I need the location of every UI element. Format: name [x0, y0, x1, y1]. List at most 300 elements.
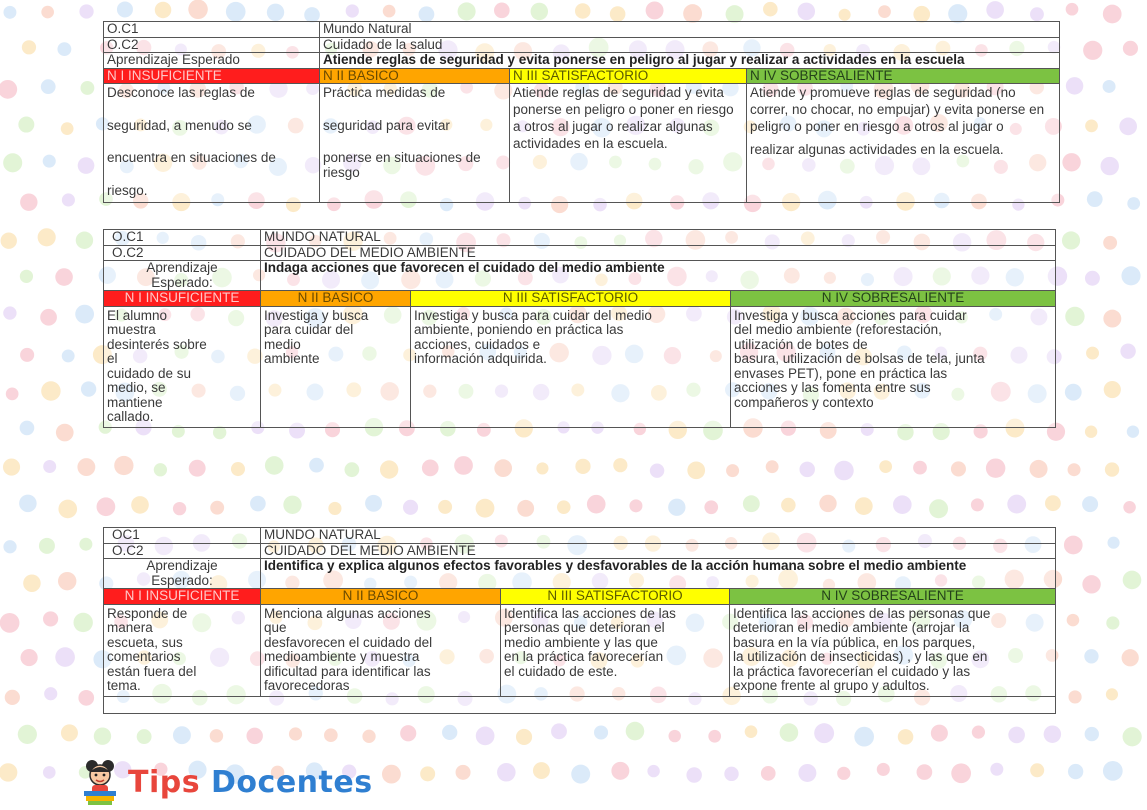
oc1-label: OC1	[104, 528, 261, 544]
polka-dot	[1103, 5, 1122, 24]
polka-dot	[1062, 231, 1080, 249]
polka-dot	[1065, 384, 1082, 401]
polka-dot	[210, 729, 223, 742]
rubric-table-salud	[103, 21, 1060, 203]
polka-dot	[898, 729, 914, 745]
polka-dot	[536, 462, 548, 474]
polka-dot	[117, 1, 133, 17]
polka-dot	[1085, 271, 1100, 286]
polka-dot	[1106, 616, 1119, 629]
polka-dot	[38, 228, 56, 246]
polka-dot	[20, 270, 33, 283]
polka-dot	[879, 460, 892, 473]
text-line: medio ambiente y las que	[504, 634, 658, 650]
polka-dot	[18, 725, 37, 744]
aprendizaje-value: Identifica y explica algunos efectos favorables y desfavorables de la acción humana sobre el medio ambiente	[261, 559, 1056, 589]
text-line: Práctica medidas de	[323, 85, 446, 100]
level-insuficiente: N I INSUFICIENTE	[104, 589, 261, 605]
text-line: comentarios	[107, 649, 181, 664]
polka-dot	[1085, 426, 1097, 438]
text-line: riesgo.	[107, 182, 148, 198]
text-line: favorecedoras	[264, 678, 350, 693]
text-line: basura en la vía pública, en los parques,	[733, 634, 976, 650]
tips-docentes-logo	[78, 758, 373, 806]
polka-dot	[81, 381, 96, 396]
polka-dot	[476, 499, 495, 518]
polka-dot	[18, 117, 34, 133]
polka-dot	[62, 349, 75, 362]
oc2-value: Cuidado de la salud	[320, 37, 1060, 53]
polka-dot	[1123, 571, 1142, 590]
polka-dot	[44, 687, 57, 700]
polka-dot	[613, 458, 627, 472]
text-line: Investiga y busca acciones para cuidar	[734, 307, 967, 323]
polka-dot	[97, 497, 116, 516]
oc1-value: MUNDO NATURAL	[261, 230, 1056, 246]
polka-dot	[43, 611, 58, 626]
polka-dot	[3, 459, 20, 476]
polka-dot	[213, 426, 226, 439]
rubric-table-medio-ambiente-indaga	[103, 229, 1056, 428]
text-line: tema.	[107, 678, 141, 693]
text-line: medioambiente y muestra	[264, 649, 420, 664]
polka-dot	[819, 495, 836, 512]
polka-dot	[456, 765, 471, 780]
polka-dot	[56, 424, 74, 442]
polka-dot	[533, 762, 550, 779]
polka-dot	[799, 462, 814, 477]
polka-dot	[3, 153, 22, 172]
text-line: manera	[107, 620, 153, 635]
polka-dot	[669, 730, 681, 742]
polka-dot	[1082, 575, 1100, 593]
polka-dot	[1120, 343, 1135, 358]
polka-dot	[289, 727, 302, 740]
oc2-value: CUIDADO DEL MEDIO AMBIENTE	[261, 543, 1056, 559]
descriptor-insuficiente	[104, 604, 261, 696]
text-line: compañeros y contexto	[734, 394, 874, 410]
polka-dot	[763, 2, 778, 17]
level-basico: N II BASICO	[261, 589, 501, 605]
polka-dot	[265, 456, 284, 475]
polka-dot	[77, 458, 95, 476]
polka-dot	[55, 647, 75, 667]
polka-dot	[1007, 495, 1026, 514]
text-line: Menciona algunas acciones	[264, 605, 431, 621]
polka-dot	[383, 5, 396, 18]
polka-dot	[575, 459, 590, 474]
aprendizaje-label: Aprendizaje Esperado:	[104, 261, 261, 291]
polka-dot	[1104, 381, 1121, 398]
polka-dot	[686, 767, 701, 782]
polka-dot	[80, 81, 94, 95]
polka-dot	[79, 538, 92, 551]
polka-dot	[1123, 727, 1142, 746]
polka-dot	[1100, 157, 1118, 175]
polka-dot	[1105, 462, 1119, 476]
oc2-label: O.C2	[104, 37, 320, 53]
polka-dot	[1107, 537, 1119, 549]
level-sobresaliente: N IV SOBRESALIENTE	[730, 589, 1056, 605]
text-line: peligro o poner en riesgo a otros al jugar o	[750, 119, 1004, 134]
polka-dot	[834, 461, 854, 481]
text-line: Identifica las acciones de las personas que	[733, 605, 991, 621]
polka-dot	[20, 194, 37, 211]
polka-dot	[189, 460, 206, 477]
descriptor-satisfactorio	[501, 604, 730, 696]
polka-dot	[1044, 725, 1061, 742]
polka-dot	[1123, 501, 1136, 514]
text-line: del medio ambiente (reforestación,	[734, 322, 942, 337]
polka-dot	[708, 730, 721, 743]
text-line: la utilización de insecticidas) , y las que en	[733, 649, 988, 664]
polka-dot	[20, 421, 35, 436]
oc2-label: O.C2	[104, 543, 261, 559]
level-satisfactorio: N III SATISFACTORIO	[510, 68, 747, 84]
polka-dot	[3, 306, 16, 319]
level-satisfactorio: N III SATISFACTORIO	[411, 291, 731, 307]
polka-dot	[22, 40, 36, 54]
polka-dot	[951, 763, 971, 783]
text-line: medio	[264, 336, 301, 352]
polka-dot	[646, 1, 664, 19]
polka-dot	[250, 496, 266, 512]
polka-dot	[1068, 690, 1081, 703]
polka-dot	[3, 540, 16, 553]
level-insuficiente: N I INSUFICIENTE	[104, 291, 261, 307]
polka-dot	[1067, 614, 1080, 627]
polka-dot	[1085, 119, 1098, 132]
polka-dot	[571, 765, 590, 784]
polka-dot	[1030, 763, 1044, 777]
text-line: El alumno	[107, 307, 168, 323]
text-line: desfavorecen el cuidado del	[264, 634, 433, 650]
text-line: dificultad para identificar las	[264, 663, 431, 679]
polka-dot	[0, 613, 19, 633]
text-line: ponerse en peligro o poner en riesgo	[513, 102, 734, 117]
polka-dot	[210, 501, 224, 515]
polka-dot	[1103, 236, 1117, 250]
text-line: envases PET), pone en práctica las	[734, 365, 948, 381]
polka-dot	[780, 723, 799, 742]
polka-dot	[704, 500, 718, 514]
polka-dot	[41, 6, 54, 19]
polka-dot	[3, 6, 16, 19]
polka-dot	[724, 767, 738, 781]
polka-dot	[41, 79, 56, 94]
polka-dot	[814, 723, 834, 743]
polka-dot	[743, 495, 760, 512]
polka-dot	[668, 499, 685, 516]
text-line: escueta, sus	[107, 634, 183, 650]
polka-dot	[365, 495, 382, 512]
empty-row	[104, 696, 1056, 713]
level-basico: N II BASICO	[261, 291, 411, 307]
level-satisfactorio: N III SATISFACTORIO	[501, 589, 730, 605]
polka-dot	[324, 728, 338, 742]
polka-dot	[419, 6, 435, 22]
text-line: Responde de	[107, 605, 188, 621]
polka-dot	[246, 728, 262, 744]
polka-dot	[39, 538, 55, 554]
text-line: para cuidar del	[264, 322, 354, 337]
text-line: ambiente, poniendo en práctica las	[414, 322, 624, 337]
polka-dot	[626, 722, 645, 741]
level-sobresaliente: N IV SOBRESALIENTE	[731, 291, 1056, 307]
polka-dot	[931, 725, 948, 742]
polka-dot	[766, 460, 779, 473]
polka-dot	[1085, 727, 1099, 741]
polka-dot	[990, 763, 1003, 776]
oc1-label: O.C1	[104, 22, 320, 38]
polka-dot	[726, 464, 739, 477]
polka-dot	[23, 574, 41, 592]
polka-dot	[1066, 3, 1079, 16]
polka-dot	[557, 500, 571, 514]
polka-dot	[0, 80, 17, 99]
level-basico: N II BASICO	[320, 68, 510, 84]
text-line: cuidado de su	[107, 365, 192, 381]
polka-dot	[1030, 7, 1044, 21]
descriptor-basico	[320, 84, 510, 203]
text-line: seguridad para evitar	[323, 117, 450, 133]
text-line: deterioran el medio ambiente (arrojar la	[733, 620, 970, 635]
polka-dot	[611, 762, 629, 780]
text-line: muestra	[107, 322, 156, 337]
polka-dot	[1068, 764, 1083, 779]
polka-dot	[1087, 191, 1103, 207]
polka-dot	[531, 3, 548, 20]
text-line: acciones y las fomenta entre sus	[734, 380, 931, 395]
polka-dot	[781, 498, 796, 513]
polka-dot	[267, 4, 284, 21]
polka-dot	[494, 3, 510, 19]
polka-dot	[1119, 118, 1137, 136]
oc1-value: MUNDO NATURAL	[261, 528, 1056, 544]
polka-dot	[155, 2, 171, 18]
polka-dot	[61, 724, 78, 741]
polka-dot	[1086, 347, 1099, 360]
polka-dot	[1103, 310, 1121, 328]
polka-dot	[494, 459, 512, 477]
oc2-value: CUIDADO DEL MEDIO AMBIENTE	[261, 245, 1056, 261]
polka-dot	[79, 4, 93, 18]
descriptor-insuficiente	[104, 306, 261, 427]
polka-dot	[76, 232, 93, 249]
polka-dot	[328, 502, 341, 515]
text-line: Atiende reglas de seguridad y evita	[513, 85, 724, 100]
polka-dot	[78, 690, 94, 706]
polka-dot	[1064, 536, 1083, 555]
rubric-table-medio-ambiente-identifica	[103, 527, 1056, 714]
polka-dot	[40, 309, 57, 326]
polka-dot	[650, 463, 664, 477]
brand-word-tips: Tips	[128, 764, 201, 800]
text-line: basura, utilización de bolsas de tela, junta	[734, 351, 985, 366]
text-line: expone frente al grupo y adultos.	[733, 678, 930, 693]
polka-dot	[929, 499, 948, 518]
polka-dot	[422, 460, 439, 477]
polka-dot	[917, 764, 933, 780]
text-line: la práctica favorecerían el cuidado y las	[733, 663, 971, 679]
polka-dot	[647, 765, 659, 777]
text-line: correr, no chocar, no empujar) y evita ponerse en	[750, 102, 1045, 117]
polka-dot	[173, 502, 186, 515]
polka-dot	[986, 1, 1004, 19]
aprendizaje-label: Aprendizaje Esperado	[104, 53, 320, 69]
level-sobresaliente: N IV SOBRESALIENTE	[747, 68, 1060, 84]
aprendizaje-label: Aprendizaje Esperado:	[104, 559, 261, 589]
text-line: realizar algunas actividades en la escuela.	[750, 142, 1004, 157]
polka-dot	[1065, 307, 1084, 326]
polka-dot	[971, 498, 984, 511]
polka-dot	[837, 767, 850, 780]
text-line: seguridad, a menudo se	[107, 117, 252, 133]
polka-dot	[687, 461, 705, 479]
polka-dot	[1106, 688, 1118, 700]
polka-dot	[594, 725, 608, 739]
girl-with-books-icon	[78, 758, 122, 806]
polka-dot	[55, 268, 73, 286]
descriptor-insuficiente	[104, 84, 320, 203]
text-line: están fuera del	[107, 663, 197, 679]
descriptor-satisfactorio	[411, 306, 731, 427]
text-line: actividades en la escuela.	[513, 136, 668, 151]
polka-dot	[346, 4, 359, 17]
text-line: desinterés sobre	[107, 336, 207, 352]
text-line: información adquirida.	[414, 351, 547, 366]
polka-dot	[761, 766, 776, 781]
text-line: ambiente	[264, 351, 320, 366]
oc1-label: O.C1	[104, 230, 261, 246]
polka-dot	[0, 763, 17, 781]
polka-dot	[43, 460, 56, 473]
text-line: Identifica las acciones de las	[504, 605, 676, 621]
polka-dot	[58, 500, 77, 519]
text-line: encuentra en situaciones de	[107, 150, 276, 165]
polka-dot	[5, 690, 20, 705]
polka-dot	[1122, 649, 1139, 666]
text-line: el	[107, 351, 118, 366]
polka-dot	[1045, 495, 1061, 511]
text-line: el cuidado de este.	[504, 663, 618, 679]
polka-dot	[41, 381, 60, 400]
polka-dot	[442, 725, 457, 740]
polka-dot	[75, 305, 94, 324]
polka-dot	[986, 458, 1005, 477]
polka-dot	[231, 462, 245, 476]
polka-dot	[1084, 649, 1098, 663]
aprendizaje-value: Indaga acciones que favorecen el cuidado del medio ambiente	[261, 261, 1056, 291]
polka-dot	[94, 728, 111, 745]
polka-dot	[855, 497, 873, 515]
polka-dot	[798, 764, 816, 782]
polka-dot	[1066, 77, 1083, 94]
polka-dot	[19, 495, 37, 513]
text-line: Atiende y promueve reglas de seguridad (no	[750, 85, 1016, 100]
polka-dot	[344, 462, 359, 477]
polka-dot	[78, 157, 95, 174]
polka-dot	[362, 730, 375, 743]
polka-dot	[951, 461, 966, 476]
polka-dot	[877, 763, 890, 776]
polka-dot	[575, 3, 591, 19]
polka-dot	[893, 495, 912, 514]
polka-dot	[798, 3, 815, 20]
polka-dot	[972, 726, 985, 739]
text-line: callado.	[107, 409, 154, 424]
polka-dot	[380, 460, 398, 478]
polka-dot	[629, 499, 642, 512]
polka-dot	[154, 463, 167, 476]
polka-dot	[173, 726, 191, 744]
polka-dot	[6, 387, 19, 400]
polka-dot	[476, 726, 495, 745]
level-insuficiente: N I INSUFICIENTE	[104, 68, 320, 84]
polka-dot	[61, 122, 74, 135]
polka-dot	[1, 233, 17, 249]
brand-word-docentes: Docentes	[211, 764, 373, 800]
polka-dot	[1103, 80, 1116, 93]
aprendizaje-value: Atiende reglas de seguridad y evita ponerse en peligro al jugar y realizar a actividades en la escuela	[320, 53, 1060, 69]
polka-dot	[1083, 41, 1102, 60]
polka-dot	[114, 456, 133, 475]
polka-dot	[131, 496, 149, 514]
polka-dot	[516, 729, 532, 745]
oc1-value: Mundo Natural	[320, 22, 1060, 38]
text-line: Investiga y busca	[264, 307, 369, 323]
polka-dot	[878, 5, 891, 18]
descriptor-basico	[261, 604, 501, 696]
descriptor-basico	[261, 306, 411, 427]
polka-dot	[21, 649, 38, 666]
polka-dot	[839, 9, 851, 21]
oc2-label: O.C2	[104, 245, 261, 261]
text-line: medio, se	[107, 380, 166, 395]
polka-dot	[283, 496, 301, 514]
polka-dot	[1030, 460, 1048, 478]
polka-dot	[497, 763, 516, 782]
polka-dot	[58, 572, 76, 590]
polka-dot	[1123, 41, 1138, 56]
descriptor-sobresaliente	[731, 306, 1056, 427]
text-line: en la práctica favorecerían	[504, 649, 664, 664]
descriptor-sobresaliente	[747, 84, 1060, 203]
polka-dot	[62, 193, 75, 206]
polka-dot	[1062, 153, 1080, 171]
polka-dot	[1127, 425, 1139, 437]
text-line: mantiene	[107, 394, 163, 410]
polka-dot	[458, 2, 476, 20]
polka-dot	[1008, 727, 1025, 744]
polka-dot	[610, 6, 626, 22]
polka-dot	[551, 723, 567, 739]
polka-dot	[400, 725, 416, 741]
polka-dot	[438, 500, 452, 514]
polka-dot	[403, 500, 418, 515]
polka-dot	[188, 0, 208, 19]
descriptor-sobresaliente	[730, 604, 1056, 696]
polka-dot	[20, 348, 34, 362]
text-line: Investiga y busca para cuidar del medio	[414, 307, 652, 323]
polka-dot	[1103, 761, 1123, 781]
polka-dot	[913, 461, 927, 475]
polka-dot	[57, 42, 71, 56]
polka-dot	[1082, 496, 1098, 512]
text-line: que	[264, 620, 287, 635]
text-line: ponerse en situaciones de	[323, 150, 481, 165]
descriptor-satisfactorio	[510, 84, 747, 203]
